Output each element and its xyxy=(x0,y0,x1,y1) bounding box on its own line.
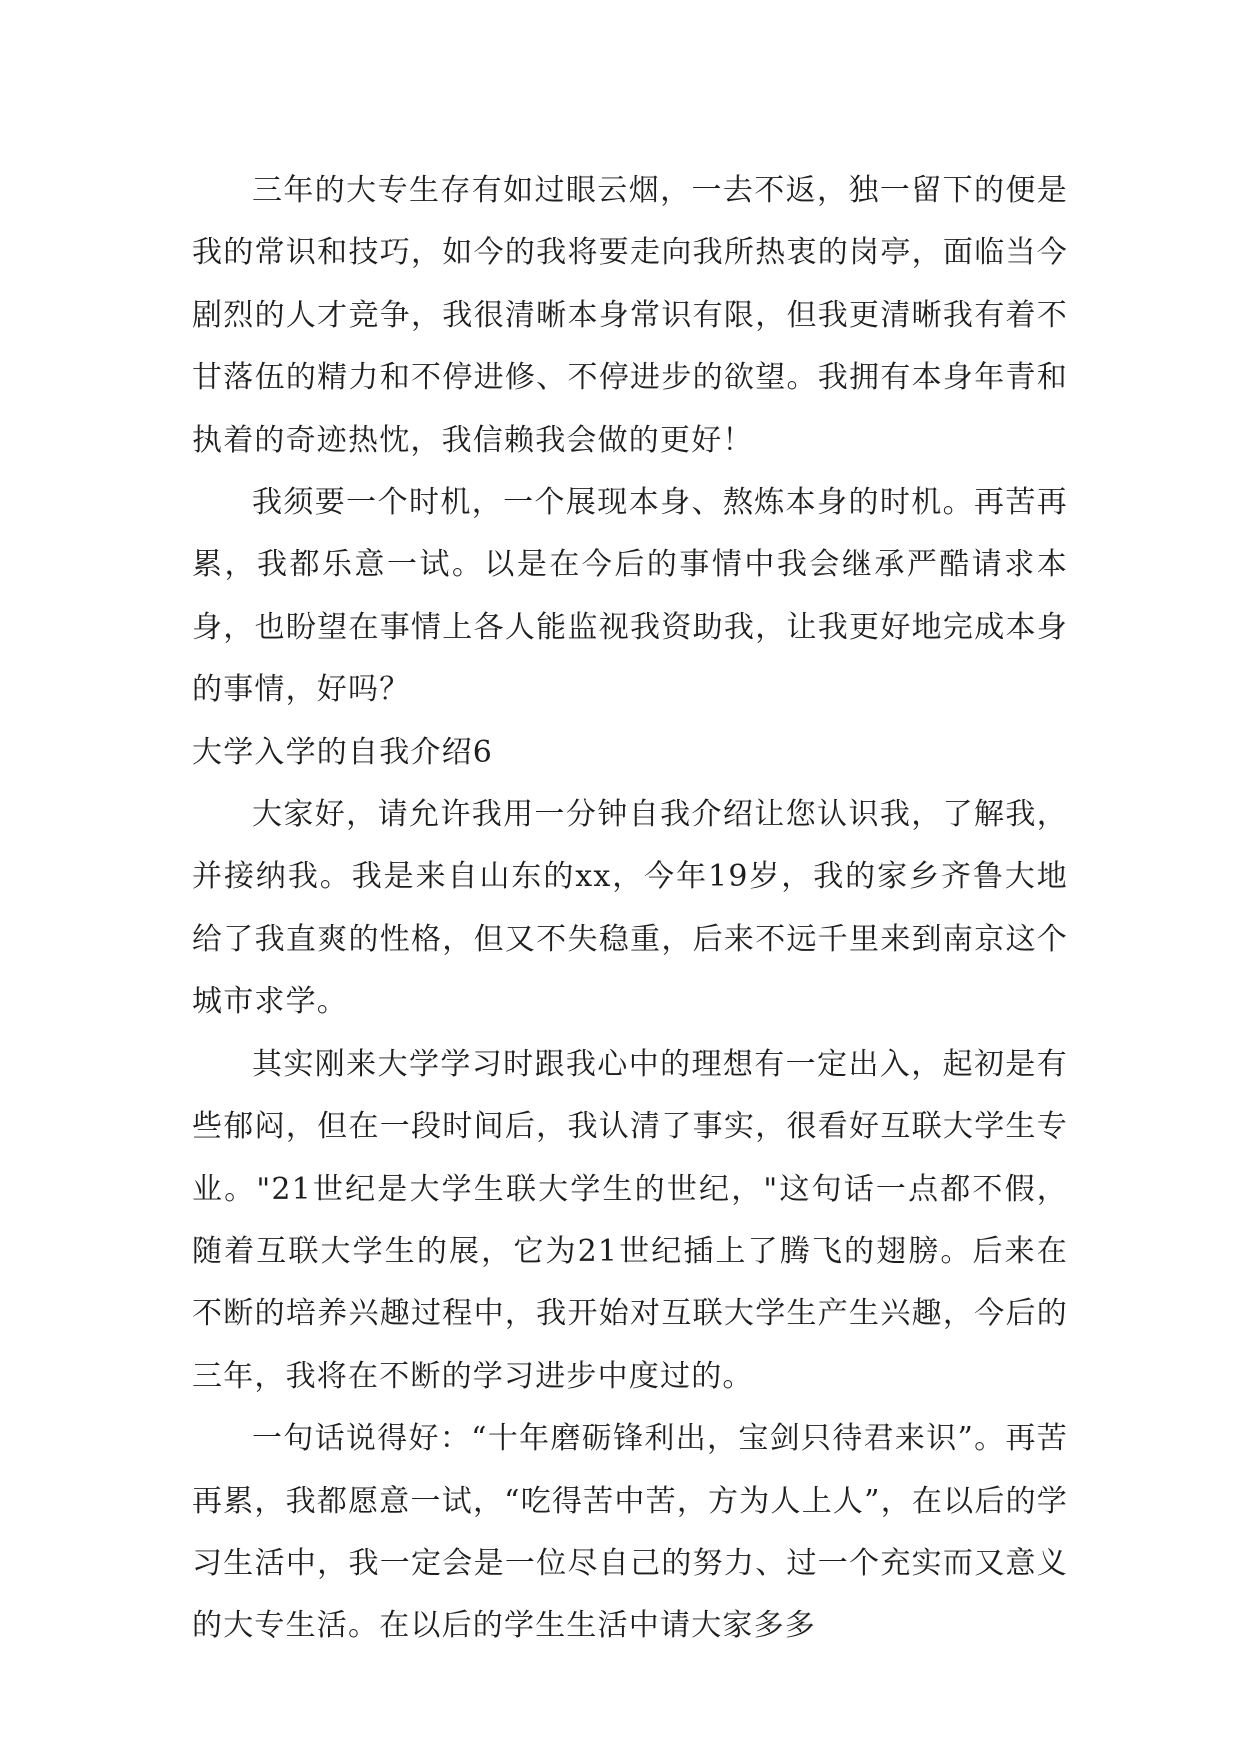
paragraph-5: 一句话说得好：“十年磨砺锋利出，宝剑只待君来识”。再苦再累，我都愿意一试，“吃得苦中苦，方为人上人”，在以后的学习生活中，我一定会是一位尽自己的努力、过一个充实而又意义的大专生活。在以后的学生生活中请大家多多 xyxy=(192,1421,1068,1644)
paragraph-3: 大家好，请允许我用一分钟自我介绍让您认识我，了解我，并接纳我。我是来自山东的xx，今年19岁，我的家乡齐鲁大地给了我直爽的性格，但又不失稳重，后来不远千里来到南京这个城市求学。 xyxy=(192,797,1068,1020)
document-body xyxy=(192,160,1068,1658)
paragraph-4: 其实刚来大学学习时跟我心中的理想有一定出入，起初是有些郁闷，但在一段时间后，我认清了事实，很看好互联大学生专业。"21世纪是大学生联大学生的世纪，"这句话一点都不假，随着互联大学生的展，它为21世纪插上了腾飞的翅膀。后来在不断的培养兴趣过程中，我开始对互联大学生产生兴趣，今后的三年，我将在不断的学习进步中度过的。 xyxy=(192,1046,1068,1394)
section-heading: 大学入学的自我介绍6 xyxy=(192,734,494,770)
paragraph-1: 三年的大专生存有如过眼云烟，一去不返，独一留下的便是我的常识和技巧，如今的我将要走向我所热衷的岗亭，面临当今剧烈的人才竞争，我很清晰本身常识有限，但我更清晰我有着不甘落伍的精力和不停进修、不停进步的欲望。我拥有本身年青和执着的奇迹热忱，我信赖我会做的更好！ xyxy=(192,173,1068,458)
paragraph-2: 我须要一个时机，一个展现本身、熬炼本身的时机。再苦再累，我都乐意一试。以是在今后的事情中我会继承严酷请求本身，也盼望在事情上各人能监视我资助我，让我更好地完成本身的事情，好吗？ xyxy=(192,485,1068,708)
